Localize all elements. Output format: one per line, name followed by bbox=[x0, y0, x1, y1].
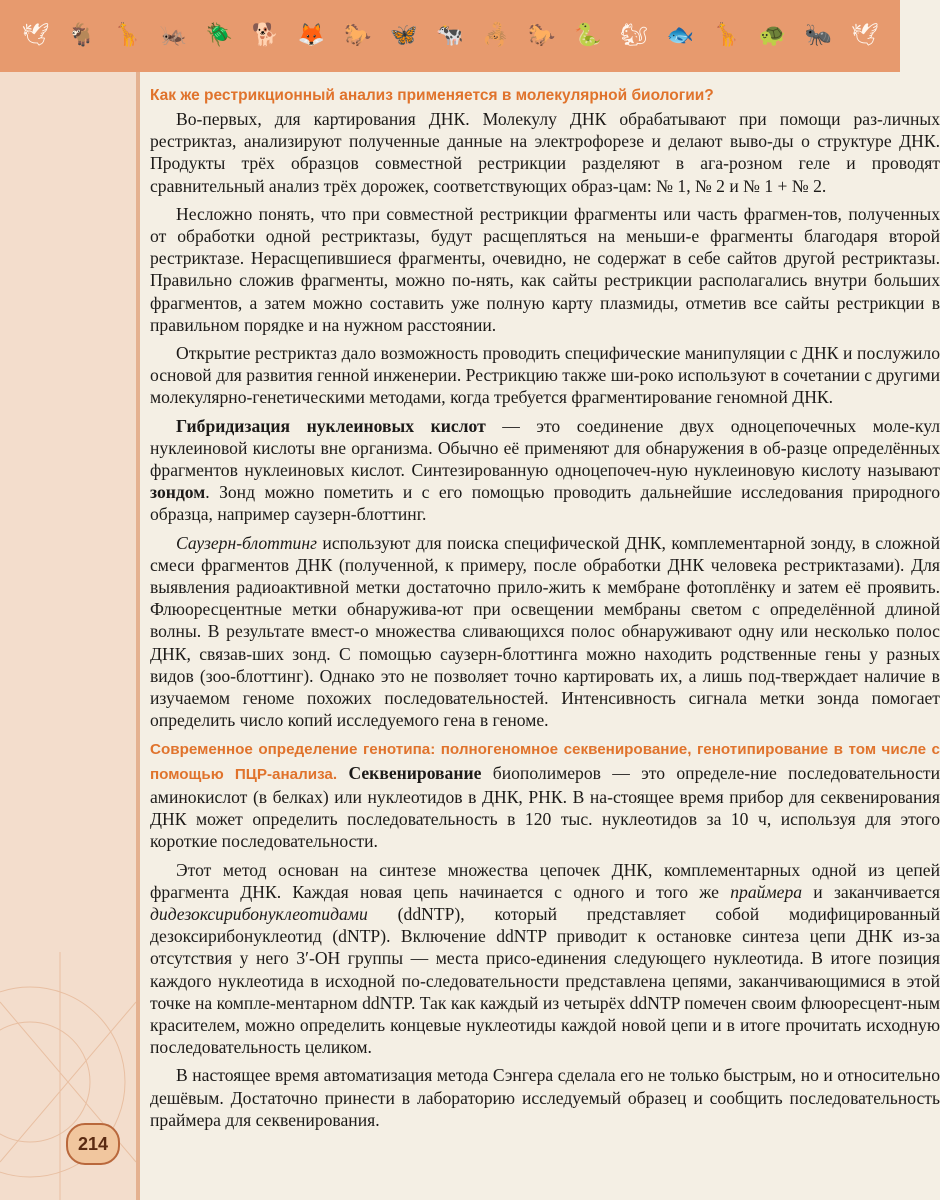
fish-icon: 🐟 bbox=[666, 23, 694, 48]
paragraph-hybridization bbox=[150, 415, 940, 526]
paragraph-mapping: Во-первых, для картирования ДНК. Молекулу ДНК обрабатывают при помощи раз-личных рестриктаз, анализируют полученные данные на электрофорезе и делают выво-ды о структуре ДНК. Продукты трёх образцов совместной рестрикции разделяют в ага-розном геле и проводят сравнительный анализ трёх дорожек, соответствующих образ-цам: № 1, № 2 и № 1 + № 2. bbox=[150, 109, 940, 196]
snake-icon: 🐍 bbox=[574, 23, 602, 48]
page-content bbox=[150, 86, 940, 1131]
horse-icon: 🐎 bbox=[343, 23, 372, 48]
giraffe-icon: 🦒 bbox=[113, 23, 142, 48]
term-southern-blot: Саузерн-блоттинг bbox=[176, 532, 317, 553]
hybridization-text-b: . Зонд можно пометить и с его помощью проводить дальнейшие исследования природного образца, например саузерн-блоттинг. bbox=[150, 482, 940, 525]
ant-icon: 🐜 bbox=[804, 23, 833, 48]
squirrel-icon: 🐿 bbox=[620, 23, 648, 48]
margin-rule bbox=[136, 72, 140, 1200]
bird-icon: 🕊 bbox=[21, 23, 50, 48]
decorative-animal-band bbox=[0, 0, 900, 72]
term-sequencing: Секвенирование bbox=[348, 762, 482, 783]
page-number-label: 214 bbox=[77, 1133, 109, 1154]
term-dideoxy: дидезоксирибонуклеотидами bbox=[150, 903, 368, 924]
paragraph-restriction-discovery: Открытие рестриктаз дало возможность проводить специфические манипуляции с ДНК и послужило основой для развития генной инженерии. Рестрикцию также ши-роко используют в сочетании с другими молекулярно-генетическими методами, когда требуется фрагментирование геномной ДНК. bbox=[150, 343, 940, 408]
butterfly-icon: 🦋 bbox=[389, 23, 418, 48]
page-number bbox=[66, 1123, 120, 1165]
section-heading: Как же рестрикционный анализ применяется в молекулярной биологии? bbox=[150, 87, 714, 104]
paragraph-sanger-method bbox=[150, 859, 940, 1059]
giraffe-icon: 🦒 bbox=[712, 23, 740, 48]
goat-icon: 🐐 bbox=[67, 23, 96, 48]
decorative-compass-lines bbox=[0, 72, 136, 1200]
term-primer: праймера bbox=[730, 881, 803, 902]
dog-icon: 🐕 bbox=[251, 23, 280, 48]
paragraph-southern-blot bbox=[150, 532, 940, 732]
term-probe: зондом bbox=[150, 482, 206, 503]
horse-icon: 🐎 bbox=[528, 23, 556, 48]
paragraph-joint-restriction: Несложно понять, что при совместной рестрикции фрагменты или часть фрагмен-тов, полученных от обработки одной рестриктазы, будут расщепляться на меньши-е фрагменты благодаря второй рестриктазе. Нерасщепившиеся фрагменты, очевидно, не содержат в себе сайтов другой рестриктазы. Правильно сложив фрагменты, можно по-нять, как сайты рестрикции располагались внутри больших фрагментов, а затем можно составить уже полную карту плазмиды, отметив все сайты рестрикции в правильном порядке и на нужном расстоянии. bbox=[150, 203, 940, 335]
insect-icon: 🦗 bbox=[159, 23, 188, 48]
hybridization-text-a: — это соединение двух одноцепочечных моле-кул нуклеиновой кислоты вне организма. Обычно её применяют для обнаружения в об-разце определённых фрагментов нуклеиновых кислот. Синтезированную одноцепочеч-ную нуклеиновую кислоту называют bbox=[150, 415, 940, 481]
paragraph-automation: В настоящее время автоматизация метода Сэнгера сделала его не только быстрым, но и относительно дешёвым. Достаточно принести в лабораторию исследуемый образец и сообщить последовательность праймера для секвенирования. bbox=[150, 1065, 940, 1130]
sequencing-text: биополимеров — это определе-ние последовательности аминокислот (в белках) или нуклеотидов в ДНК, РНК. В на-стоящее время прибор для секвенирования ДНК может определить последовательность в 120 тыс. нуклеотидов за 10 ч, используя для этого короткие последовательности. bbox=[150, 762, 940, 852]
sanger-text-b: и заканчивается bbox=[802, 881, 940, 902]
term-hybridization: Гибридизация нуклеиновых кислот bbox=[176, 415, 486, 436]
scorpion-icon: 🦂 bbox=[481, 23, 510, 48]
paragraph-sequencing bbox=[150, 737, 940, 852]
bird-icon: 🕊 bbox=[850, 23, 879, 48]
southern-blot-text: используют для поиска специфической ДНК, комплементарной зонду, в сложной смеси фрагментов ДНК (полученной, к примеру, после обработки ДНК человека рестриктазами). Для выявления радиоактивной метки достаточно прило-жить к мембране фотоплёнку и затем её проявить. Флюоресцентные метки обнаружива-ют при освещении мембраны светом с определённой длиной волны. В результате вмест-о множества сливающихся полос обнаруживают одну или несколько полос ДНК, связав-ших зонд. С помощью саузерн-блоттинга можно находить родственные гены у разных видов (зоо-блоттинг). Однако это не позволяет точно картировать их, а лишь под-тверждает наличие в изучаемом геноме похожих последовательностей. Интенсивность сигнала метки зонда помогает определить число копий исследуемого гена в геноме. bbox=[150, 532, 940, 731]
turtle-icon: 🐢 bbox=[758, 23, 787, 48]
sanger-text-a: Этот метод основан на синтезе множества цепочек ДНК, комплементарных одной из цепей фрагмента ДНК. Каждая новая цепь начинается с одного и того же bbox=[150, 859, 940, 902]
cow-icon: 🐄 bbox=[435, 23, 464, 48]
beetle-icon: 🪲 bbox=[205, 23, 234, 48]
genotyping-heading: Современное определение генотипа: полногеномное секвенирование, генотипирование в том числе с помощью ПЦР-анализа. bbox=[150, 741, 940, 783]
sanger-text-c: (ddNTP), который представляет собой модифицированный дезоксирибонуклеотид (dNTP). Включение ddNTP приводит к остановке синтеза цепи ДНК из-за отсутствия у него 3′-ОН группы — места присо-единения следующего нуклеотида. В итоге позиция каждого нуклеотида в исходной по-следовательности представлена цепями, заканчивающимися в этой точке на компле-ментарном ddNTP. Так как каждый из четырёх ddNTP помечен своим флюоресцент-ным красителем, можно определить концевые нуклеотиды каждой новой цепи и в итоге прочитать исходную последовательность целиком. bbox=[150, 903, 940, 1058]
fox-icon: 🦊 bbox=[297, 23, 326, 48]
